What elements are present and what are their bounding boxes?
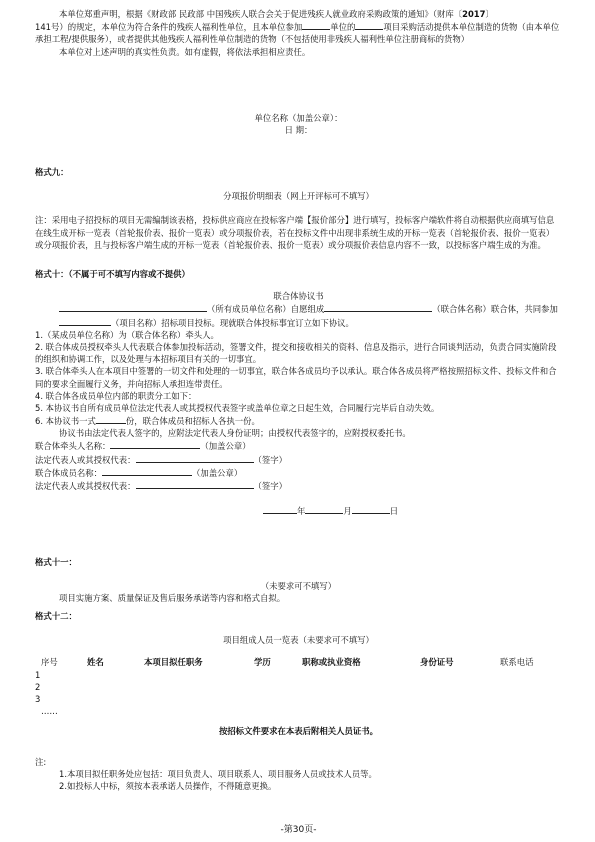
blank-line — [102, 466, 192, 476]
col-title: 职称或执业资格 — [302, 657, 361, 668]
declaration-section — [35, 8, 562, 58]
agreement-item-1: 1.（某成员单位名称）为（联合体名称）牵头人。 — [35, 329, 219, 340]
page-number: -第30页- — [280, 825, 317, 835]
date-label: 日 期： — [284, 125, 313, 136]
attach-certificates-note: 按招标文件要求在本表后附相关人员证书。 — [218, 726, 379, 737]
note-1: 1.本项目拟任职务处应包括：项目负责人、项目联系人、项目服务人员或技术人员等。 — [59, 768, 377, 779]
blank-line — [96, 414, 126, 424]
agreement-item-5: 5. 本协议书自所有成员单位法定代表人或其授权代表签字或盖单位章之日起生效，合同履行完毕后自动失效。 — [35, 402, 440, 413]
blank-line — [263, 504, 297, 514]
table-row: 2 — [35, 681, 41, 692]
blank-line — [136, 479, 254, 489]
signature-row-3: 联合体成员名称： （加盖公章） — [35, 467, 243, 478]
agreement-item-6: 6. 本协议书一式 份，联合体成员和招标人各执一份。 — [35, 416, 260, 427]
signature-row-2: 法定代表人或其授权代表： （签字） — [35, 454, 287, 465]
blank-line — [305, 504, 343, 514]
personnel-table-title: 项目组成人员一览表（未要求可不填写） — [223, 635, 374, 646]
signature-row-1: 联合体牵头人名称： （加盖公章） — [35, 441, 251, 452]
blank-line — [352, 504, 390, 514]
format-ten-section — [35, 268, 562, 517]
agreement-line-1: （所有成员单位名称）自愿组成 （联合体名称）联合体，共同参加 — [35, 302, 562, 315]
col-education: 学历 — [254, 657, 271, 668]
signature-row-4: 法定代表人或其授权代表： （签字） — [35, 481, 287, 491]
declaration-responsibility: 本单位对上述声明的真实性负责。如有虚假，将依法承担相应责任。 — [59, 46, 311, 57]
note-2: 2.如投标人中标，须按本表承诺人员操作，不得随意更换。 — [59, 780, 277, 791]
col-name: 姓名 — [87, 657, 104, 668]
table-row: 1 — [35, 669, 41, 680]
col-id: 身份证号 — [420, 657, 454, 668]
format-eleven-section — [35, 556, 562, 605]
blank-line — [59, 302, 207, 312]
col-index: 序号 — [41, 657, 58, 668]
col-phone: 联系电话 — [500, 657, 534, 668]
format-eleven-heading: 格式十一： — [35, 557, 77, 567]
blank-line — [355, 20, 383, 30]
format-nine-heading: 格式九： — [35, 167, 69, 177]
format-nine-title: 分项报价明细表（网上开评标可不填写） — [223, 191, 374, 202]
blank-line — [59, 316, 111, 326]
agreement-item-3: 3. 联合体牵头人在本项目中签署的一切文件和处理的一切事宜，联合体各成员均予以承认。联合体各成员将严格按照招标文件、投标文件和合同的要求全面履行义务，并向招标人承担连带责任。 — [35, 366, 557, 389]
personnel-table-header — [35, 656, 562, 668]
declaration-paragraph: 本单位郑重声明，根据《财政部 民政部 中国残疾人联合会关于促进残疾人就业政府采购政策的通知》（财库〔2017〕 141号）的规定，本单位为符合条件的残疾人福利性单位，且本单位参加 单位的 项目采购活动提供本单位制造的货物（由本单位承担工程/提供服务），或者提供其他残疾人福利性单位制造的货物（不包括使用非残疾人福利性单位注册商标的货物） — [35, 9, 560, 45]
col-role: 本项目拟任职务 — [144, 657, 203, 668]
agreement-line-2: （项目名称）招标项目投标。现就联合体投标事宜订立如下协议。 — [35, 316, 562, 329]
agreement-note: 协议书由法定代表人签字的，应附法定代表人身份证明；由授权代表签字的，应附授权委托书。 — [59, 428, 411, 439]
format-nine-section — [35, 166, 562, 251]
table-row: 3 — [35, 693, 41, 704]
unit-name-label: 单位名称（加盖公章）： — [254, 113, 343, 123]
agreement-date: 年 月 日 — [35, 504, 562, 517]
format-eleven-text: 项目实施方案、质量保证及售后服务承诺等内容和格式自拟。 — [59, 593, 286, 604]
blank-line — [110, 439, 200, 449]
format-twelve-heading: 格式十二： — [35, 611, 77, 621]
blank-line — [302, 20, 330, 30]
notes-label: 注: — [35, 756, 47, 767]
agreement-item-4: 4. 联合体各成员单位内部的职责分工如下： — [35, 390, 197, 401]
declaration-signature — [35, 112, 562, 136]
doc-number: 141号）的规定，本单位为符合条件的残疾人福利性单位，且本单位参加 — [35, 22, 303, 33]
agreement-title: 联合体协议书 — [273, 291, 324, 302]
agreement-item-2: 2. 联合体成员授权牵头人代表联合体参加投标活动，签署文件，提交和接收相关的资料、信息及指示，进行合同谈判活动，负责合同实施阶段的组织和协调工作，以及处理与本招标项目有关的一切事宜。 — [35, 341, 557, 365]
format-eleven-note: （未要求可不填写） — [260, 581, 337, 592]
table-ellipsis: …… — [41, 706, 58, 717]
format-twelve-section — [35, 610, 562, 792]
format-nine-note: 注：采用电子招投标的项目无需编制该表格，投标供应商应在投标客户端【报价部分】进行填写，投标客户端软件将自动根据供应商填写信息在线生成开标一览表（首轮报价表、报价一览表）或分项报价表，若在投标文件中出现非系统生成的开标一览表（首轮报价表、报价一览表）或分项报价表，且与投标客户端生成的开标一览表（首轮报价表、报价一览表）或分项报价表信息内容不一致，以投标客户端生成的为准。 — [35, 215, 555, 250]
blank-line — [136, 453, 254, 463]
format-ten-heading: 格式十：（不属于可不填写内容或不提供） — [35, 269, 190, 279]
blank-line — [324, 302, 432, 312]
